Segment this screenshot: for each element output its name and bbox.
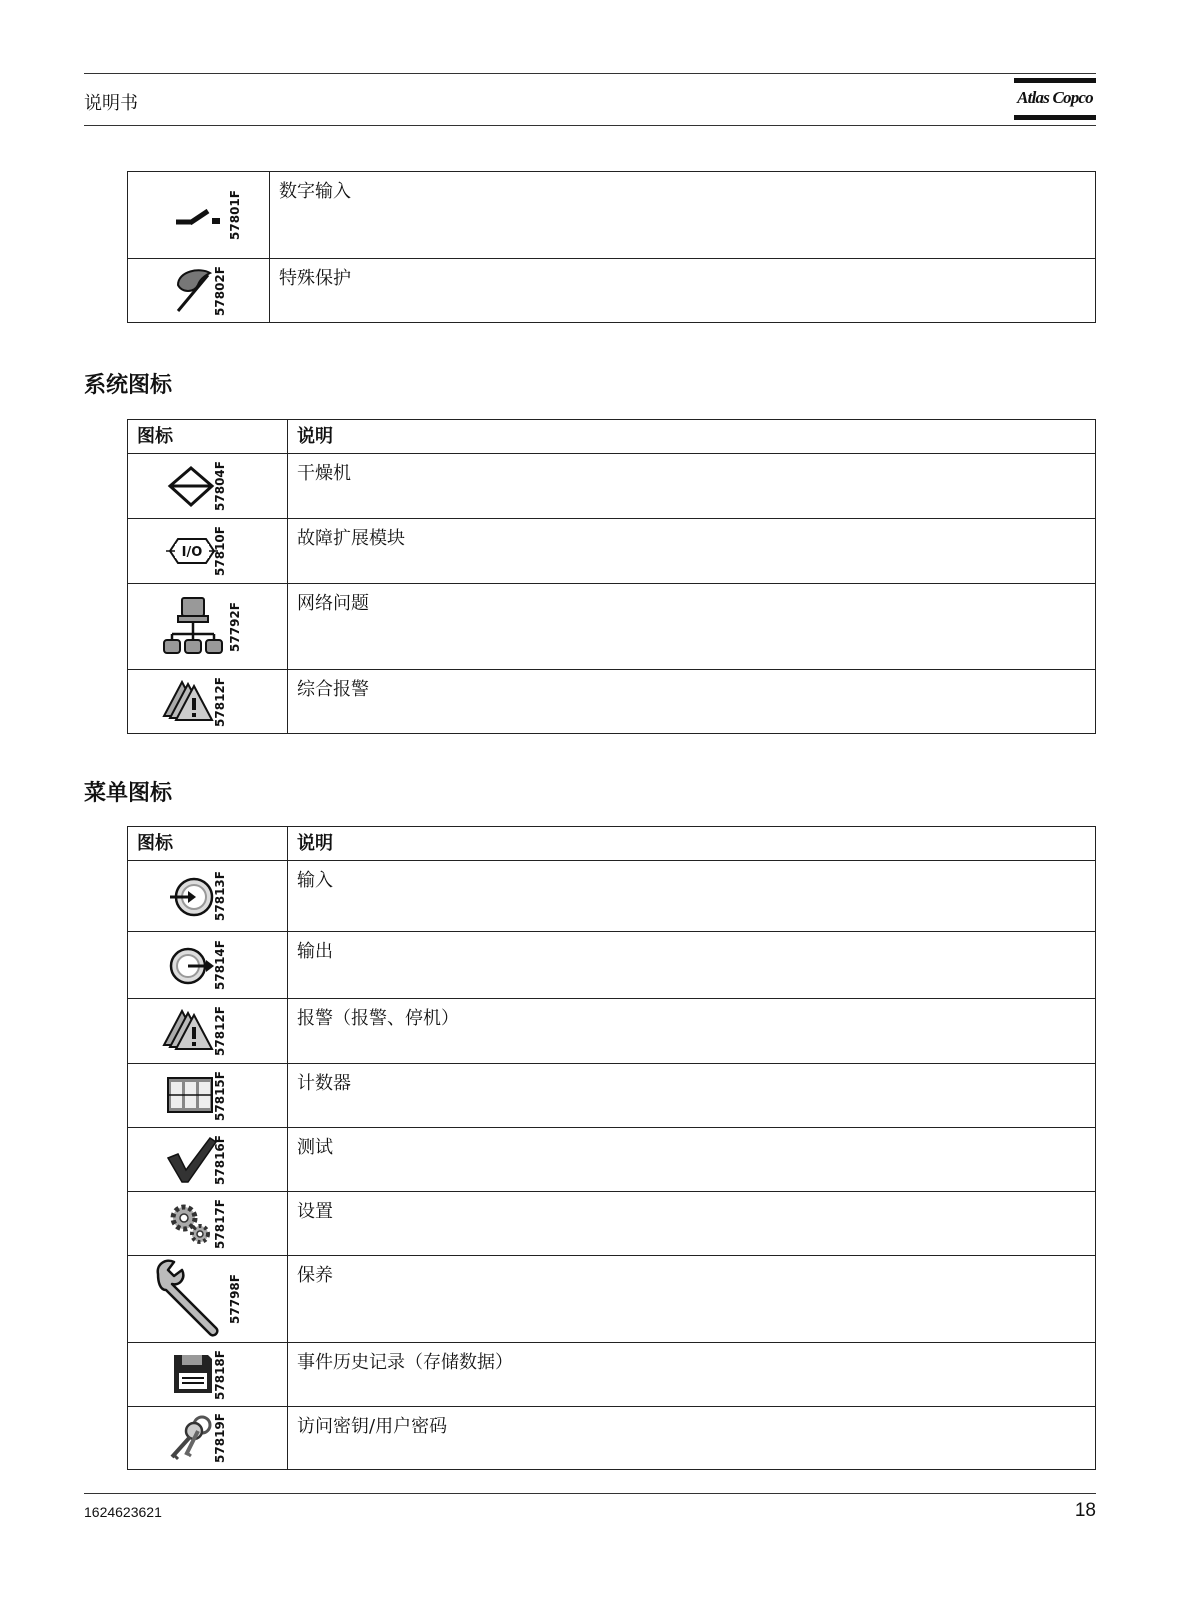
table-row (128, 1128, 1096, 1192)
page-header (84, 73, 1096, 126)
table-row (128, 1064, 1096, 1128)
icon-cell (128, 932, 288, 999)
icon-cell (128, 1256, 288, 1343)
description-cell: 测试 (288, 1128, 1096, 1192)
table-row (128, 1256, 1096, 1343)
document-number: 1624623621 (84, 1504, 162, 1520)
wrench-icon (154, 1256, 234, 1343)
table-header-row (128, 827, 1096, 861)
description-cell: 保养 (288, 1256, 1096, 1343)
description-cell: 输出 (288, 932, 1096, 999)
table-row (128, 1343, 1096, 1407)
description-cell: 事件历史记录（存储数据） (288, 1343, 1096, 1407)
icon-code: 57802F (213, 265, 228, 316)
icon-cell (128, 1128, 288, 1192)
page-number: 18 (1074, 1500, 1096, 1521)
icon-code: 57816F (213, 1134, 228, 1185)
system-icon-table (127, 419, 1096, 734)
icon-cell (128, 861, 288, 932)
icon-code: 57792F (228, 601, 243, 652)
icon-cell (128, 999, 288, 1064)
description-cell: 报警（报警、停机） (288, 999, 1096, 1064)
icon-cell (128, 1343, 288, 1407)
description-cell: 特殊保护 (270, 259, 1096, 323)
icon-code: 57815F (213, 1070, 228, 1121)
header-title: 说明书 (84, 93, 138, 114)
top-icon-table (127, 171, 1096, 323)
icon-code: 57810F (213, 526, 228, 576)
description-cell: 数字输入 (270, 172, 1096, 259)
table-row (128, 259, 1096, 323)
icon-code: 57818F (213, 1349, 228, 1400)
description-cell: 干燥机 (288, 454, 1096, 519)
column-header-description: 说明 (288, 420, 1096, 454)
icon-code: 57813F (213, 871, 228, 921)
description-cell: 网络问题 (288, 584, 1096, 670)
menu-icon-table (127, 826, 1096, 1470)
table-row (128, 861, 1096, 932)
icon-cell (128, 454, 288, 519)
table-header-row (128, 420, 1096, 454)
table-row (128, 932, 1096, 999)
icon-cell (128, 1064, 288, 1128)
table-row (128, 999, 1096, 1064)
icon-cell (128, 172, 270, 259)
icon-cell (128, 1192, 288, 1256)
table-row (128, 670, 1096, 734)
icon-code: 57812F (213, 676, 228, 727)
column-header-description: 说明 (288, 827, 1096, 861)
icon-cell (128, 584, 288, 670)
icon-code: 57819F (213, 1413, 228, 1463)
icon-cell (128, 670, 288, 734)
description-cell: 设置 (288, 1192, 1096, 1256)
column-header-icon: 图标 (128, 420, 288, 454)
icon-cell (128, 259, 270, 323)
table-row (128, 519, 1096, 584)
svg-text:I/O: I/O (181, 545, 203, 560)
icon-code: 57812F (213, 1006, 228, 1056)
description-cell: 输入 (288, 861, 1096, 932)
icon-code: 57817F (213, 1198, 228, 1249)
section-heading-system-icons: 系统图标 (84, 373, 173, 398)
column-header-icon: 图标 (128, 827, 288, 861)
description-cell: 访问密钥/用户密码 (288, 1407, 1096, 1470)
icon-cell (128, 1407, 288, 1470)
icon-code: 57814F (213, 940, 228, 990)
description-cell: 故障扩展模块 (288, 519, 1096, 584)
icon-cell (128, 519, 288, 584)
table-row (128, 172, 1096, 259)
description-cell: 计数器 (288, 1064, 1096, 1128)
section-heading-menu-icons: 菜单图标 (84, 781, 173, 806)
table-row (128, 1192, 1096, 1256)
atlas-copco-logo: Atlas Copco (1014, 78, 1096, 120)
icon-code: 57798F (228, 1274, 243, 1324)
icon-code: 57804F (213, 461, 228, 511)
description-cell: 综合报警 (288, 670, 1096, 734)
page-footer (84, 1493, 1096, 1534)
table-row (128, 584, 1096, 670)
icon-code: 57801F (228, 190, 243, 240)
table-row (128, 454, 1096, 519)
table-row (128, 1407, 1096, 1470)
